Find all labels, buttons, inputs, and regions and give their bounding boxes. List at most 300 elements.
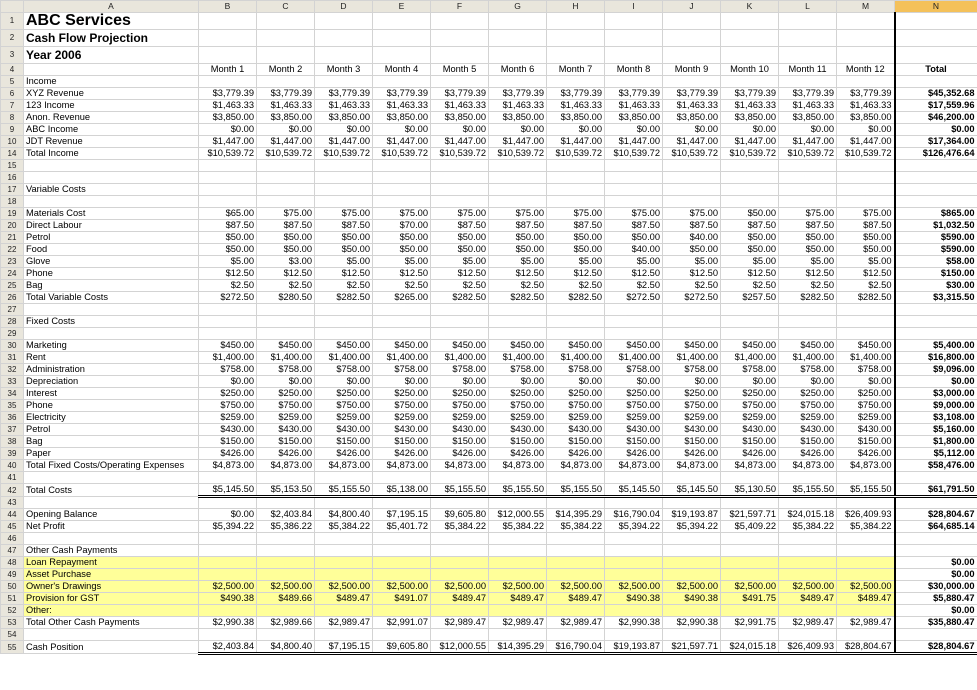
label-cell[interactable] <box>24 172 199 184</box>
row-header[interactable]: 42 <box>1 484 24 497</box>
total-cell[interactable]: $16,800.00 <box>895 352 977 364</box>
value-cell[interactable] <box>721 196 779 208</box>
value-cell[interactable]: $40.00 <box>605 244 663 256</box>
value-cell[interactable]: $1,463.33 <box>837 100 895 112</box>
value-cell[interactable]: $2.50 <box>315 280 373 292</box>
value-cell[interactable] <box>779 533 837 545</box>
value-cell[interactable]: $0.00 <box>837 376 895 388</box>
value-cell[interactable]: $450.00 <box>315 340 373 352</box>
label-cell[interactable]: Food <box>24 244 199 256</box>
value-cell[interactable]: $426.00 <box>489 448 547 460</box>
total-cell[interactable]: $865.00 <box>895 208 977 220</box>
label-cell[interactable]: Direct Labour <box>24 220 199 232</box>
value-cell[interactable]: $430.00 <box>721 424 779 436</box>
row-header[interactable]: 54 <box>1 629 24 641</box>
value-cell[interactable] <box>605 304 663 316</box>
row-header[interactable]: 29 <box>1 328 24 340</box>
value-cell[interactable]: $75.00 <box>431 208 489 220</box>
value-cell[interactable]: $5,394.22 <box>199 521 257 533</box>
value-cell[interactable]: $150.00 <box>837 436 895 448</box>
month-header-cell[interactable]: Month 9 <box>663 64 721 76</box>
value-cell[interactable]: $50.00 <box>199 244 257 256</box>
value-cell[interactable] <box>605 605 663 617</box>
value-cell[interactable]: $5,130.50 <box>721 484 779 497</box>
value-cell[interactable] <box>489 472 547 484</box>
value-cell[interactable] <box>199 328 257 340</box>
value-cell[interactable]: $5,384.22 <box>837 521 895 533</box>
value-cell[interactable] <box>199 569 257 581</box>
value-cell[interactable]: $24,015.18 <box>779 509 837 521</box>
total-cell[interactable]: $30.00 <box>895 280 977 292</box>
value-cell[interactable]: $5,145.50 <box>663 484 721 497</box>
value-cell[interactable] <box>199 184 257 196</box>
value-cell[interactable]: $750.00 <box>199 400 257 412</box>
total-cell[interactable] <box>895 184 977 196</box>
month-header-cell[interactable]: Month 2 <box>257 64 315 76</box>
value-cell[interactable]: $12.50 <box>547 268 605 280</box>
value-cell[interactable] <box>721 172 779 184</box>
value-cell[interactable]: $282.50 <box>489 292 547 304</box>
row-header[interactable]: 39 <box>1 448 24 460</box>
value-cell[interactable]: $259.00 <box>837 412 895 424</box>
value-cell[interactable]: $490.38 <box>199 593 257 605</box>
label-cell[interactable]: 123 Income <box>24 100 199 112</box>
value-cell[interactable] <box>837 472 895 484</box>
value-cell[interactable]: $19,193.87 <box>605 641 663 654</box>
empty-cell[interactable] <box>257 13 315 30</box>
value-cell[interactable] <box>199 497 257 509</box>
value-cell[interactable] <box>663 557 721 569</box>
label-cell[interactable]: ABC Income <box>24 124 199 136</box>
value-cell[interactable] <box>199 557 257 569</box>
row-header[interactable]: 48 <box>1 557 24 569</box>
value-cell[interactable]: $87.50 <box>257 220 315 232</box>
value-cell[interactable] <box>489 196 547 208</box>
value-cell[interactable] <box>489 557 547 569</box>
value-cell[interactable] <box>373 304 431 316</box>
value-cell[interactable]: $150.00 <box>257 436 315 448</box>
value-cell[interactable]: $12.50 <box>257 268 315 280</box>
value-cell[interactable]: $259.00 <box>257 412 315 424</box>
value-cell[interactable] <box>779 304 837 316</box>
value-cell[interactable]: $5.00 <box>663 256 721 268</box>
total-cell[interactable]: $64,685.14 <box>895 521 977 533</box>
select-all-corner[interactable] <box>1 1 24 13</box>
value-cell[interactable]: $5,145.50 <box>605 484 663 497</box>
value-cell[interactable]: $2.50 <box>837 280 895 292</box>
value-cell[interactable] <box>199 316 257 328</box>
value-cell[interactable] <box>837 557 895 569</box>
empty-cell[interactable] <box>721 47 779 64</box>
value-cell[interactable] <box>605 533 663 545</box>
value-cell[interactable]: $3,779.39 <box>199 88 257 100</box>
value-cell[interactable]: $50.00 <box>489 232 547 244</box>
value-cell[interactable]: $426.00 <box>721 448 779 460</box>
empty-cell[interactable] <box>663 13 721 30</box>
value-cell[interactable]: $1,400.00 <box>431 352 489 364</box>
value-cell[interactable]: $4,873.00 <box>489 460 547 472</box>
value-cell[interactable] <box>547 304 605 316</box>
empty-cell[interactable] <box>431 30 489 47</box>
value-cell[interactable]: $24,015.18 <box>721 641 779 654</box>
total-header-cell[interactable]: Total <box>895 64 977 76</box>
total-cell[interactable] <box>895 545 977 557</box>
value-cell[interactable]: $12.50 <box>837 268 895 280</box>
total-cell[interactable]: $0.00 <box>895 605 977 617</box>
value-cell[interactable]: $3,850.00 <box>199 112 257 124</box>
value-cell[interactable]: $150.00 <box>431 436 489 448</box>
value-cell[interactable] <box>721 472 779 484</box>
value-cell[interactable]: $0.00 <box>199 509 257 521</box>
value-cell[interactable]: $1,400.00 <box>489 352 547 364</box>
value-cell[interactable]: $2,403.84 <box>257 509 315 521</box>
empty-cell[interactable] <box>837 13 895 30</box>
value-cell[interactable]: $4,873.00 <box>199 460 257 472</box>
empty-cell[interactable] <box>663 30 721 47</box>
value-cell[interactable]: $87.50 <box>547 220 605 232</box>
value-cell[interactable]: $3,779.39 <box>837 88 895 100</box>
value-cell[interactable]: $259.00 <box>315 412 373 424</box>
value-cell[interactable]: $450.00 <box>489 340 547 352</box>
total-cell[interactable]: $17,559.96 <box>895 100 977 112</box>
value-cell[interactable]: $2.50 <box>257 280 315 292</box>
row-header[interactable]: 24 <box>1 268 24 280</box>
row-header[interactable]: 35 <box>1 400 24 412</box>
value-cell[interactable]: $3,779.39 <box>779 88 837 100</box>
value-cell[interactable]: $250.00 <box>721 388 779 400</box>
row-header[interactable]: 38 <box>1 436 24 448</box>
value-cell[interactable] <box>837 629 895 641</box>
value-cell[interactable]: $87.50 <box>837 220 895 232</box>
value-cell[interactable]: $250.00 <box>547 388 605 400</box>
value-cell[interactable] <box>315 160 373 172</box>
value-cell[interactable]: $750.00 <box>373 400 431 412</box>
row-header[interactable]: 28 <box>1 316 24 328</box>
month-header-cell[interactable]: Month 10 <box>721 64 779 76</box>
value-cell[interactable] <box>199 76 257 88</box>
empty-cell[interactable] <box>373 30 431 47</box>
empty-cell[interactable] <box>315 13 373 30</box>
value-cell[interactable]: $489.47 <box>547 593 605 605</box>
value-cell[interactable]: $1,447.00 <box>257 136 315 148</box>
row-header[interactable]: 3 <box>1 47 24 64</box>
value-cell[interactable] <box>489 76 547 88</box>
value-cell[interactable] <box>605 569 663 581</box>
value-cell[interactable]: $758.00 <box>199 364 257 376</box>
total-cell[interactable]: $5,880.47 <box>895 593 977 605</box>
value-cell[interactable]: $1,463.33 <box>779 100 837 112</box>
value-cell[interactable]: $2,500.00 <box>315 581 373 593</box>
value-cell[interactable]: $250.00 <box>489 388 547 400</box>
value-cell[interactable] <box>721 557 779 569</box>
value-cell[interactable]: $5,394.22 <box>663 521 721 533</box>
value-cell[interactable]: $0.00 <box>489 376 547 388</box>
total-cell[interactable]: $0.00 <box>895 569 977 581</box>
month-header-cell[interactable]: Month 12 <box>837 64 895 76</box>
value-cell[interactable]: $75.00 <box>779 208 837 220</box>
value-cell[interactable]: $430.00 <box>837 424 895 436</box>
value-cell[interactable] <box>663 533 721 545</box>
value-cell[interactable]: $750.00 <box>605 400 663 412</box>
value-cell[interactable]: $2,989.47 <box>837 617 895 629</box>
value-cell[interactable]: $259.00 <box>431 412 489 424</box>
value-cell[interactable]: $2.50 <box>373 280 431 292</box>
value-cell[interactable]: $150.00 <box>547 436 605 448</box>
value-cell[interactable]: $1,463.33 <box>315 100 373 112</box>
value-cell[interactable] <box>837 545 895 557</box>
value-cell[interactable]: $489.47 <box>837 593 895 605</box>
value-cell[interactable] <box>721 569 779 581</box>
value-cell[interactable]: $65.00 <box>199 208 257 220</box>
value-cell[interactable] <box>721 160 779 172</box>
value-cell[interactable]: $2,500.00 <box>547 581 605 593</box>
column-header-f[interactable]: F <box>431 1 489 13</box>
value-cell[interactable]: $150.00 <box>199 436 257 448</box>
row-header[interactable]: 31 <box>1 352 24 364</box>
value-cell[interactable]: $0.00 <box>779 124 837 136</box>
empty-cell[interactable] <box>663 47 721 64</box>
value-cell[interactable]: $75.00 <box>547 208 605 220</box>
value-cell[interactable]: $750.00 <box>721 400 779 412</box>
value-cell[interactable]: $5.00 <box>547 256 605 268</box>
value-cell[interactable] <box>257 569 315 581</box>
value-cell[interactable]: $12.50 <box>489 268 547 280</box>
value-cell[interactable] <box>779 472 837 484</box>
value-cell[interactable]: $2,500.00 <box>257 581 315 593</box>
label-cell[interactable]: Cash Position <box>24 641 199 654</box>
value-cell[interactable] <box>837 316 895 328</box>
value-cell[interactable]: $4,873.00 <box>315 460 373 472</box>
empty-cell[interactable] <box>199 13 257 30</box>
value-cell[interactable] <box>315 196 373 208</box>
value-cell[interactable]: $1,400.00 <box>547 352 605 364</box>
value-cell[interactable] <box>489 184 547 196</box>
value-cell[interactable]: $50.00 <box>257 232 315 244</box>
value-cell[interactable] <box>721 497 779 509</box>
value-cell[interactable]: $2,500.00 <box>721 581 779 593</box>
value-cell[interactable]: $3,850.00 <box>373 112 431 124</box>
row-header[interactable]: 33 <box>1 376 24 388</box>
label-cell[interactable]: Total Costs <box>24 484 199 497</box>
value-cell[interactable]: $40.00 <box>663 232 721 244</box>
value-cell[interactable]: $7,195.15 <box>373 509 431 521</box>
value-cell[interactable] <box>315 569 373 581</box>
value-cell[interactable]: $259.00 <box>721 412 779 424</box>
value-cell[interactable]: $10,539.72 <box>721 148 779 160</box>
value-cell[interactable]: $5,153.50 <box>257 484 315 497</box>
value-cell[interactable]: $1,447.00 <box>373 136 431 148</box>
value-cell[interactable]: $5,155.50 <box>837 484 895 497</box>
value-cell[interactable]: $9,605.80 <box>431 509 489 521</box>
total-cell[interactable]: $9,096.00 <box>895 364 977 376</box>
value-cell[interactable]: $758.00 <box>605 364 663 376</box>
total-cell[interactable] <box>895 497 977 509</box>
value-cell[interactable] <box>837 569 895 581</box>
value-cell[interactable]: $450.00 <box>837 340 895 352</box>
value-cell[interactable]: $750.00 <box>837 400 895 412</box>
value-cell[interactable] <box>315 629 373 641</box>
row-header[interactable]: 2 <box>1 30 24 47</box>
row-header[interactable]: 40 <box>1 460 24 472</box>
value-cell[interactable] <box>663 76 721 88</box>
value-cell[interactable]: $450.00 <box>547 340 605 352</box>
value-cell[interactable]: $21,597.71 <box>721 509 779 521</box>
column-header-a[interactable]: A <box>24 1 199 13</box>
value-cell[interactable]: $250.00 <box>199 388 257 400</box>
label-cell[interactable]: Asset Purchase <box>24 569 199 581</box>
value-cell[interactable]: $150.00 <box>779 436 837 448</box>
value-cell[interactable]: $12,000.55 <box>489 509 547 521</box>
total-cell[interactable]: $9,000.00 <box>895 400 977 412</box>
value-cell[interactable]: $3,779.39 <box>663 88 721 100</box>
value-cell[interactable]: $5,409.22 <box>721 521 779 533</box>
value-cell[interactable]: $282.50 <box>315 292 373 304</box>
label-cell[interactable]: Variable Costs <box>24 184 199 196</box>
value-cell[interactable]: $2.50 <box>605 280 663 292</box>
label-cell[interactable]: Glove <box>24 256 199 268</box>
value-cell[interactable] <box>199 160 257 172</box>
label-cell[interactable] <box>24 196 199 208</box>
month-header-cell[interactable]: Month 7 <box>547 64 605 76</box>
value-cell[interactable] <box>547 605 605 617</box>
value-cell[interactable]: $3,850.00 <box>663 112 721 124</box>
empty-cell[interactable] <box>895 47 977 64</box>
total-cell[interactable] <box>895 76 977 88</box>
value-cell[interactable] <box>663 497 721 509</box>
value-cell[interactable]: $430.00 <box>605 424 663 436</box>
total-cell[interactable] <box>895 196 977 208</box>
value-cell[interactable] <box>373 557 431 569</box>
value-cell[interactable] <box>663 316 721 328</box>
value-cell[interactable]: $1,447.00 <box>547 136 605 148</box>
label-cell[interactable]: Anon. Revenue <box>24 112 199 124</box>
value-cell[interactable] <box>373 76 431 88</box>
value-cell[interactable]: $1,447.00 <box>431 136 489 148</box>
value-cell[interactable]: $257.50 <box>721 292 779 304</box>
value-cell[interactable]: $50.00 <box>373 232 431 244</box>
value-cell[interactable] <box>199 545 257 557</box>
total-cell[interactable]: $5,400.00 <box>895 340 977 352</box>
total-cell[interactable]: $58.00 <box>895 256 977 268</box>
value-cell[interactable]: $1,463.33 <box>257 100 315 112</box>
label-cell[interactable]: Provision for GST <box>24 593 199 605</box>
empty-cell[interactable] <box>431 13 489 30</box>
column-header-h[interactable]: H <box>547 1 605 13</box>
value-cell[interactable]: $14,395.29 <box>547 509 605 521</box>
month-header-cell[interactable]: Month 4 <box>373 64 431 76</box>
row-header[interactable]: 7 <box>1 100 24 112</box>
value-cell[interactable]: $5,384.22 <box>779 521 837 533</box>
value-cell[interactable]: $282.50 <box>431 292 489 304</box>
value-cell[interactable]: $426.00 <box>257 448 315 460</box>
value-cell[interactable] <box>257 605 315 617</box>
value-cell[interactable]: $272.50 <box>663 292 721 304</box>
value-cell[interactable] <box>315 545 373 557</box>
value-cell[interactable] <box>547 184 605 196</box>
value-cell[interactable] <box>431 196 489 208</box>
label-cell[interactable]: Owner's Drawings <box>24 581 199 593</box>
label-cell[interactable]: Depreciation <box>24 376 199 388</box>
value-cell[interactable] <box>605 184 663 196</box>
label-cell[interactable] <box>24 472 199 484</box>
label-cell[interactable]: Other Cash Payments <box>24 545 199 557</box>
value-cell[interactable] <box>721 304 779 316</box>
value-cell[interactable] <box>431 605 489 617</box>
value-cell[interactable]: $12.50 <box>199 268 257 280</box>
value-cell[interactable]: $50.00 <box>837 244 895 256</box>
value-cell[interactable]: $3,779.39 <box>373 88 431 100</box>
label-cell[interactable]: Total Other Cash Payments <box>24 617 199 629</box>
value-cell[interactable] <box>837 533 895 545</box>
value-cell[interactable] <box>373 196 431 208</box>
value-cell[interactable]: $3,850.00 <box>721 112 779 124</box>
total-cell[interactable]: $0.00 <box>895 557 977 569</box>
value-cell[interactable]: $5,386.22 <box>257 521 315 533</box>
value-cell[interactable]: $2,989.66 <box>257 617 315 629</box>
value-cell[interactable]: $1,463.33 <box>489 100 547 112</box>
value-cell[interactable] <box>431 472 489 484</box>
label-cell[interactable]: Petrol <box>24 232 199 244</box>
total-cell[interactable] <box>895 533 977 545</box>
value-cell[interactable] <box>837 160 895 172</box>
column-header-d[interactable]: D <box>315 1 373 13</box>
total-cell[interactable]: $0.00 <box>895 124 977 136</box>
column-header-j[interactable]: J <box>663 1 721 13</box>
value-cell[interactable]: $430.00 <box>663 424 721 436</box>
empty-cell[interactable] <box>837 30 895 47</box>
value-cell[interactable] <box>257 472 315 484</box>
value-cell[interactable]: $50.00 <box>721 232 779 244</box>
value-cell[interactable] <box>663 304 721 316</box>
value-cell[interactable] <box>779 76 837 88</box>
value-cell[interactable] <box>199 472 257 484</box>
value-cell[interactable]: $490.38 <box>663 593 721 605</box>
value-cell[interactable]: $4,873.00 <box>837 460 895 472</box>
value-cell[interactable]: $10,539.72 <box>547 148 605 160</box>
value-cell[interactable] <box>315 472 373 484</box>
label-cell[interactable]: Petrol <box>24 424 199 436</box>
value-cell[interactable]: $4,873.00 <box>257 460 315 472</box>
value-cell[interactable]: $5,384.22 <box>315 521 373 533</box>
value-cell[interactable]: $0.00 <box>547 376 605 388</box>
total-cell[interactable] <box>895 172 977 184</box>
value-cell[interactable]: $750.00 <box>663 400 721 412</box>
value-cell[interactable]: $26,409.93 <box>779 641 837 654</box>
value-cell[interactable]: $5,145.50 <box>199 484 257 497</box>
empty-cell[interactable] <box>315 47 373 64</box>
total-cell[interactable]: $5,112.00 <box>895 448 977 460</box>
value-cell[interactable]: $10,539.72 <box>779 148 837 160</box>
label-cell[interactable]: JDT Revenue <box>24 136 199 148</box>
value-cell[interactable] <box>489 497 547 509</box>
total-cell[interactable]: $5,160.00 <box>895 424 977 436</box>
value-cell[interactable]: $489.47 <box>779 593 837 605</box>
value-cell[interactable] <box>199 533 257 545</box>
empty-cell[interactable] <box>547 30 605 47</box>
value-cell[interactable] <box>605 328 663 340</box>
value-cell[interactable]: $1,400.00 <box>257 352 315 364</box>
month-header-cell[interactable]: Month 6 <box>489 64 547 76</box>
value-cell[interactable]: $430.00 <box>547 424 605 436</box>
value-cell[interactable]: $4,873.00 <box>373 460 431 472</box>
row-header[interactable]: 10 <box>1 136 24 148</box>
value-cell[interactable]: $758.00 <box>315 364 373 376</box>
value-cell[interactable] <box>199 304 257 316</box>
row-header[interactable]: 17 <box>1 184 24 196</box>
value-cell[interactable]: $50.00 <box>431 232 489 244</box>
value-cell[interactable]: $426.00 <box>837 448 895 460</box>
value-cell[interactable]: $5.00 <box>837 256 895 268</box>
